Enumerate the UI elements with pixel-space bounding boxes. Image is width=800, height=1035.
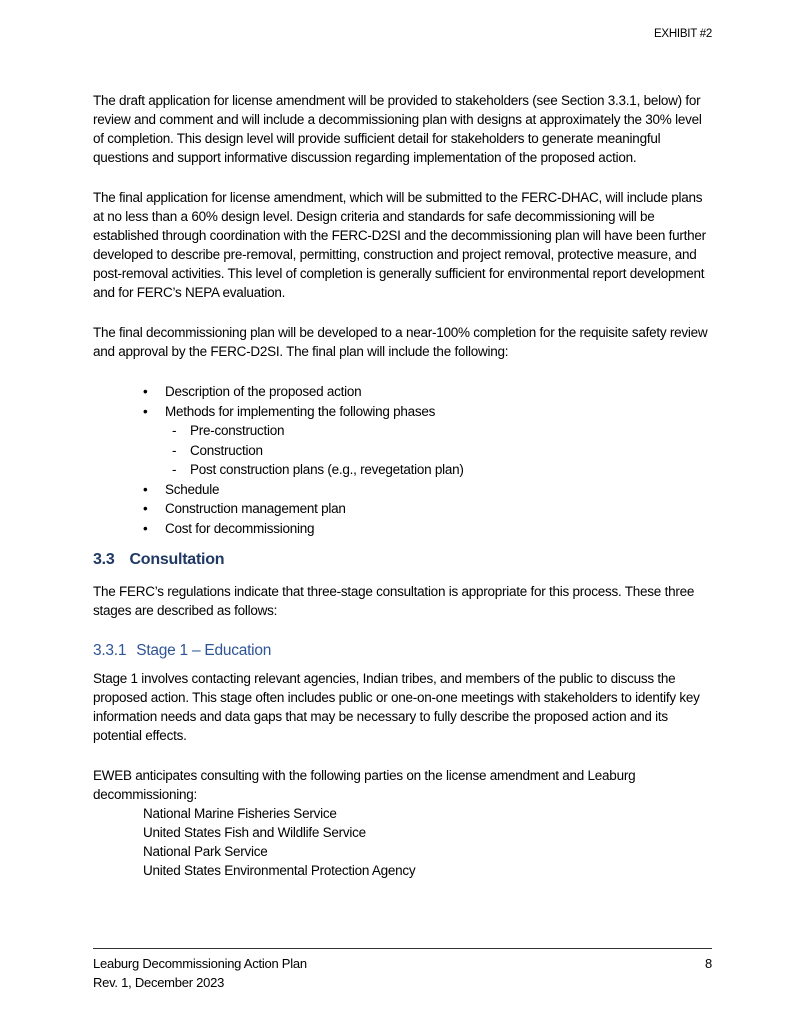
heading-text: Stage 1 – Education <box>136 642 272 659</box>
list-sub-item-label: Post construction plans (e.g., revegetation plan) <box>190 462 464 477</box>
bullet-icon: • <box>143 481 148 497</box>
list-sub-item <box>93 460 712 480</box>
agency-item: United States Fish and Wildlife Service <box>143 825 366 840</box>
heading-text: Consultation <box>129 551 225 568</box>
heading-consultation <box>93 550 712 570</box>
bullet-icon: • <box>143 403 148 419</box>
dash-icon: - <box>172 423 177 438</box>
footer-revision: Rev. 1, December 2023 <box>93 975 225 990</box>
footer-document-title: Leaburg Decommissioning Action Plan <box>93 956 307 971</box>
agency-list <box>93 804 712 880</box>
footer-row <box>93 954 712 973</box>
paragraph-final-plan-intro: The final decommissioning plan will be developed to a near-100% completion for the requisite safety review and approval by the FERC-D2SI. The final plan will include the following: <box>93 325 708 359</box>
list-item-label: Cost for decommissioning <box>165 520 315 536</box>
list-sub-item <box>93 421 712 441</box>
list-sub-item-label: Pre-construction <box>190 423 285 438</box>
list-item-label: Construction management plan <box>165 501 346 516</box>
list-sub-item <box>93 441 712 461</box>
paragraph-eweb-consulting: EWEB anticipates consulting with the following parties on the license amendment and Leaburg decommissioning: <box>93 768 636 802</box>
agency-item: National Park Service <box>143 844 268 859</box>
paragraph-draft-application: The draft application for license amendment will be provided to stakeholders (see Section 3.3.1, below) for review and comment and will include a decommissioning plan with designs at approximately the 30% level of completion. This design level will provide sufficient detail for stakeholders to generate meaningful questions and support informative discussion regarding implementation of the proposed action. <box>93 93 702 165</box>
bullet-icon: • <box>143 384 148 399</box>
paragraph-final-application: The final application for license amendment, which will be submitted to the FERC-DHAC, will include plans at no less than a 60% design level. Design criteria and standards for safe decommissioning will be established through coordination with the FERC-D2SI and the decommissioning plan will have been further developed to describe pre-removal, permitting, construction and project removal, protective measure, and post-removal activities. This level of completion is generally sufficient for environmental report development and for FERC’s NEPA evaluation. <box>93 190 706 300</box>
bullet-icon: • <box>143 501 148 516</box>
list-item-label: Schedule <box>165 481 220 497</box>
final-plan-list <box>93 382 712 538</box>
page-footer <box>93 948 712 992</box>
heading-number: 3.3 <box>93 551 115 568</box>
list-item <box>93 382 712 402</box>
agency-item: United States Environmental Protection Agency <box>143 863 416 878</box>
agency-item: National Marine Fisheries Service <box>143 806 337 821</box>
list-item-label: Description of the proposed action <box>165 384 362 399</box>
dash-icon: - <box>172 442 177 458</box>
bullet-icon: • <box>143 520 148 536</box>
heading-stage1-education <box>93 641 712 660</box>
list-item <box>93 402 712 422</box>
dash-icon: - <box>172 462 177 477</box>
exhibit-label: EXHIBIT #2 <box>653 28 712 40</box>
list-item <box>93 519 712 539</box>
list-item <box>93 480 712 500</box>
heading-number: 3.3.1 <box>93 642 127 659</box>
list-sub-item-label: Construction <box>190 442 263 458</box>
footer-page-number: 8 <box>705 956 712 971</box>
paragraph-consultation: The FERC’s regulations indicate that three-stage consultation is appropriate for this process. These three stages are described as follows: <box>93 584 695 618</box>
paragraph-stage1: Stage 1 involves contacting relevant agencies, Indian tribes, and members of the public to discuss the proposed action. This stage often includes public or one-on-one meetings with stakeholders to identify key information needs and data gaps that may be necessary to fully describe the proposed action and its potential effects. <box>93 671 700 743</box>
list-item-label: Methods for implementing the following phases <box>165 403 436 419</box>
list-item <box>93 499 712 519</box>
